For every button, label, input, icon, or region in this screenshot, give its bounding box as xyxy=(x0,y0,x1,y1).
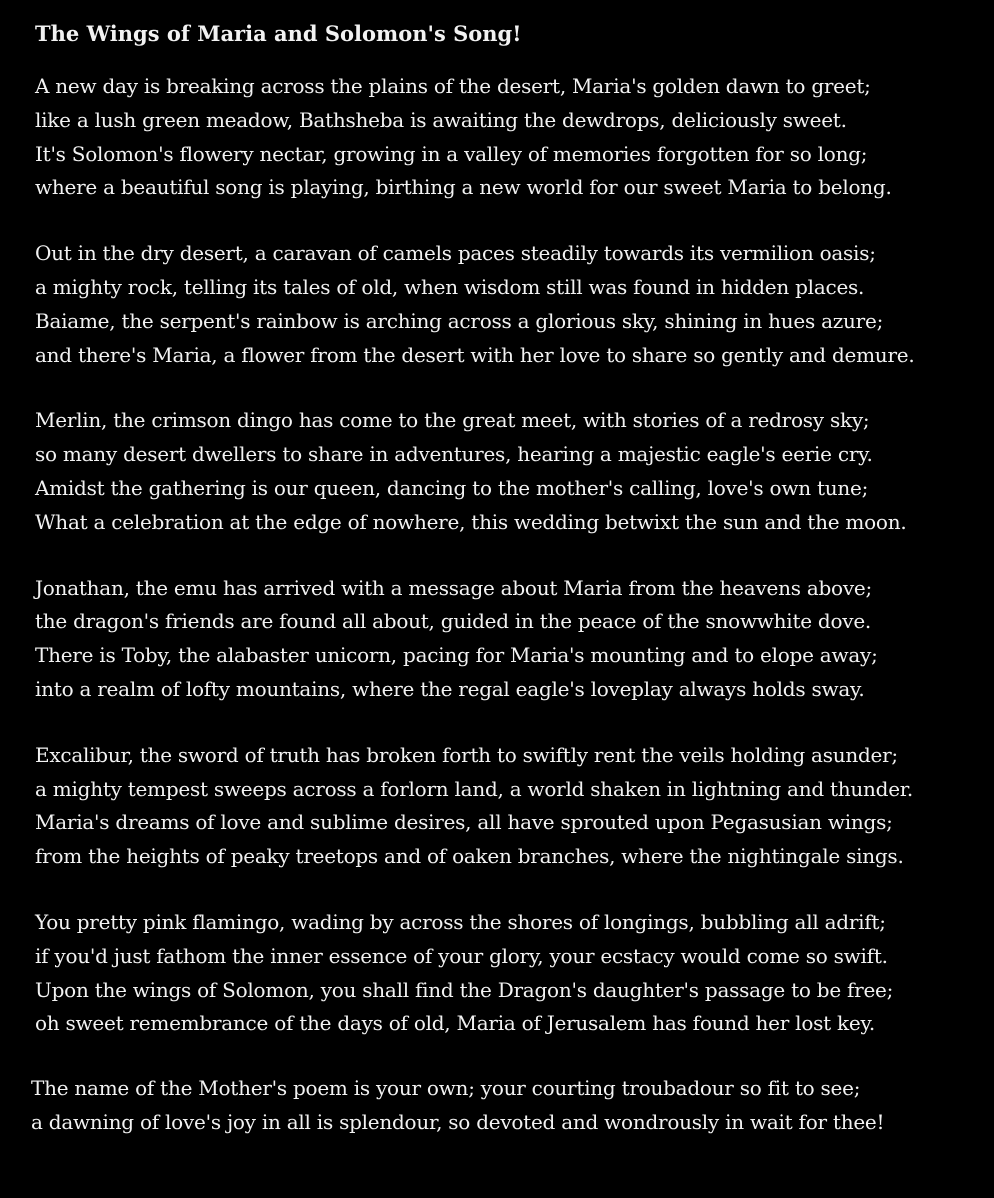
poem-line: Upon the wings of Solomon, you shall find the Dragon's daughter's passage to be free; xyxy=(35,977,894,1002)
poem-line: a mighty tempest sweeps across a forlorn land, a world shaken in lightning and thunder. xyxy=(35,776,914,801)
poem-line: a mighty rock, telling its tales of old, when wisdom still was found in hidden places. xyxy=(35,274,865,299)
poem-line: It's Solomon's flowery nectar, growing in a valley of memories forgotten for so long; xyxy=(35,141,868,166)
poem-line: Excalibur, the sword of truth has broken forth to swiftly rent the veils holding asunder; xyxy=(35,742,898,767)
poem-line: oh sweet remembrance of the days of old, Maria of Jerusalem has found her lost key. xyxy=(35,1011,875,1036)
stanza-5 xyxy=(35,739,974,874)
poem-line: into a realm of lofty mountains, where the regal eagle's loveplay always holds sway. xyxy=(35,676,865,701)
poem-line: You pretty pink flamingo, wading by across the shores of longings, bubbling all adrift; xyxy=(35,909,886,934)
poem-line: from the heights of peaky treetops and of oaken branches, where the nightingale sings. xyxy=(35,844,904,869)
stanza-7 xyxy=(31,1072,974,1140)
poem-line: the dragon's friends are found all about, guided in the peace of the snowwhite dove. xyxy=(35,609,872,634)
poem-line: What a celebration at the edge of nowhere, this wedding betwixt the sun and the moon. xyxy=(35,509,907,534)
poem-line: where a beautiful song is playing, birthing a new world for our sweet Maria to belong. xyxy=(35,175,892,200)
poem-line: if you'd just fathom the inner essence of your glory, your ecstacy would come so swift. xyxy=(35,943,888,968)
stanza-6 xyxy=(35,906,974,1041)
poem-line: Jonathan, the emu has arrived with a message about Maria from the heavens above; xyxy=(35,575,872,600)
poem-line: Baiame, the serpent's rainbow is arching across a glorious sky, shining in hues azure; xyxy=(35,308,884,333)
poem-line: like a lush green meadow, Bathsheba is awaiting the dewdrops, deliciously sweet. xyxy=(35,107,847,132)
poem-line: a dawning of love's joy in all is splendour, so devoted and wondrously in wait for thee! xyxy=(31,1109,885,1134)
poem-line: Merlin, the crimson dingo has come to the great meet, with stories of a redrosy sky; xyxy=(35,408,870,433)
poem-line: There is Toby, the alabaster unicorn, pacing for Maria's mounting and to elope away; xyxy=(35,643,878,668)
poem-line: Out in the dry desert, a caravan of camels paces steadily towards its vermilion oasis; xyxy=(35,241,876,266)
stanza-4 xyxy=(35,572,974,707)
poem-line: and there's Maria, a flower from the desert with her love to share so gently and demure. xyxy=(35,342,915,367)
stanza-1 xyxy=(35,70,974,205)
poem-line: Amidst the gathering is our queen, dancing to the mother's calling, love's own tune; xyxy=(35,475,869,500)
poem-line: A new day is breaking across the plains of the desert, Maria's golden dawn to greet; xyxy=(35,74,871,98)
poem-line: Maria's dreams of love and sublime desires, all have sprouted upon Pegasusian wings; xyxy=(35,810,893,835)
stanza-3 xyxy=(35,404,974,539)
stanza-2 xyxy=(35,237,974,372)
poem-line: so many desert dwellers to share in adventures, hearing a majestic eagle's eerie cry. xyxy=(35,442,873,467)
poem-title: The Wings of Maria and Solomon's Song! xyxy=(35,21,522,46)
poem-line: The name of the Mother's poem is your own; your courting troubadour so fit to see; xyxy=(31,1076,861,1101)
